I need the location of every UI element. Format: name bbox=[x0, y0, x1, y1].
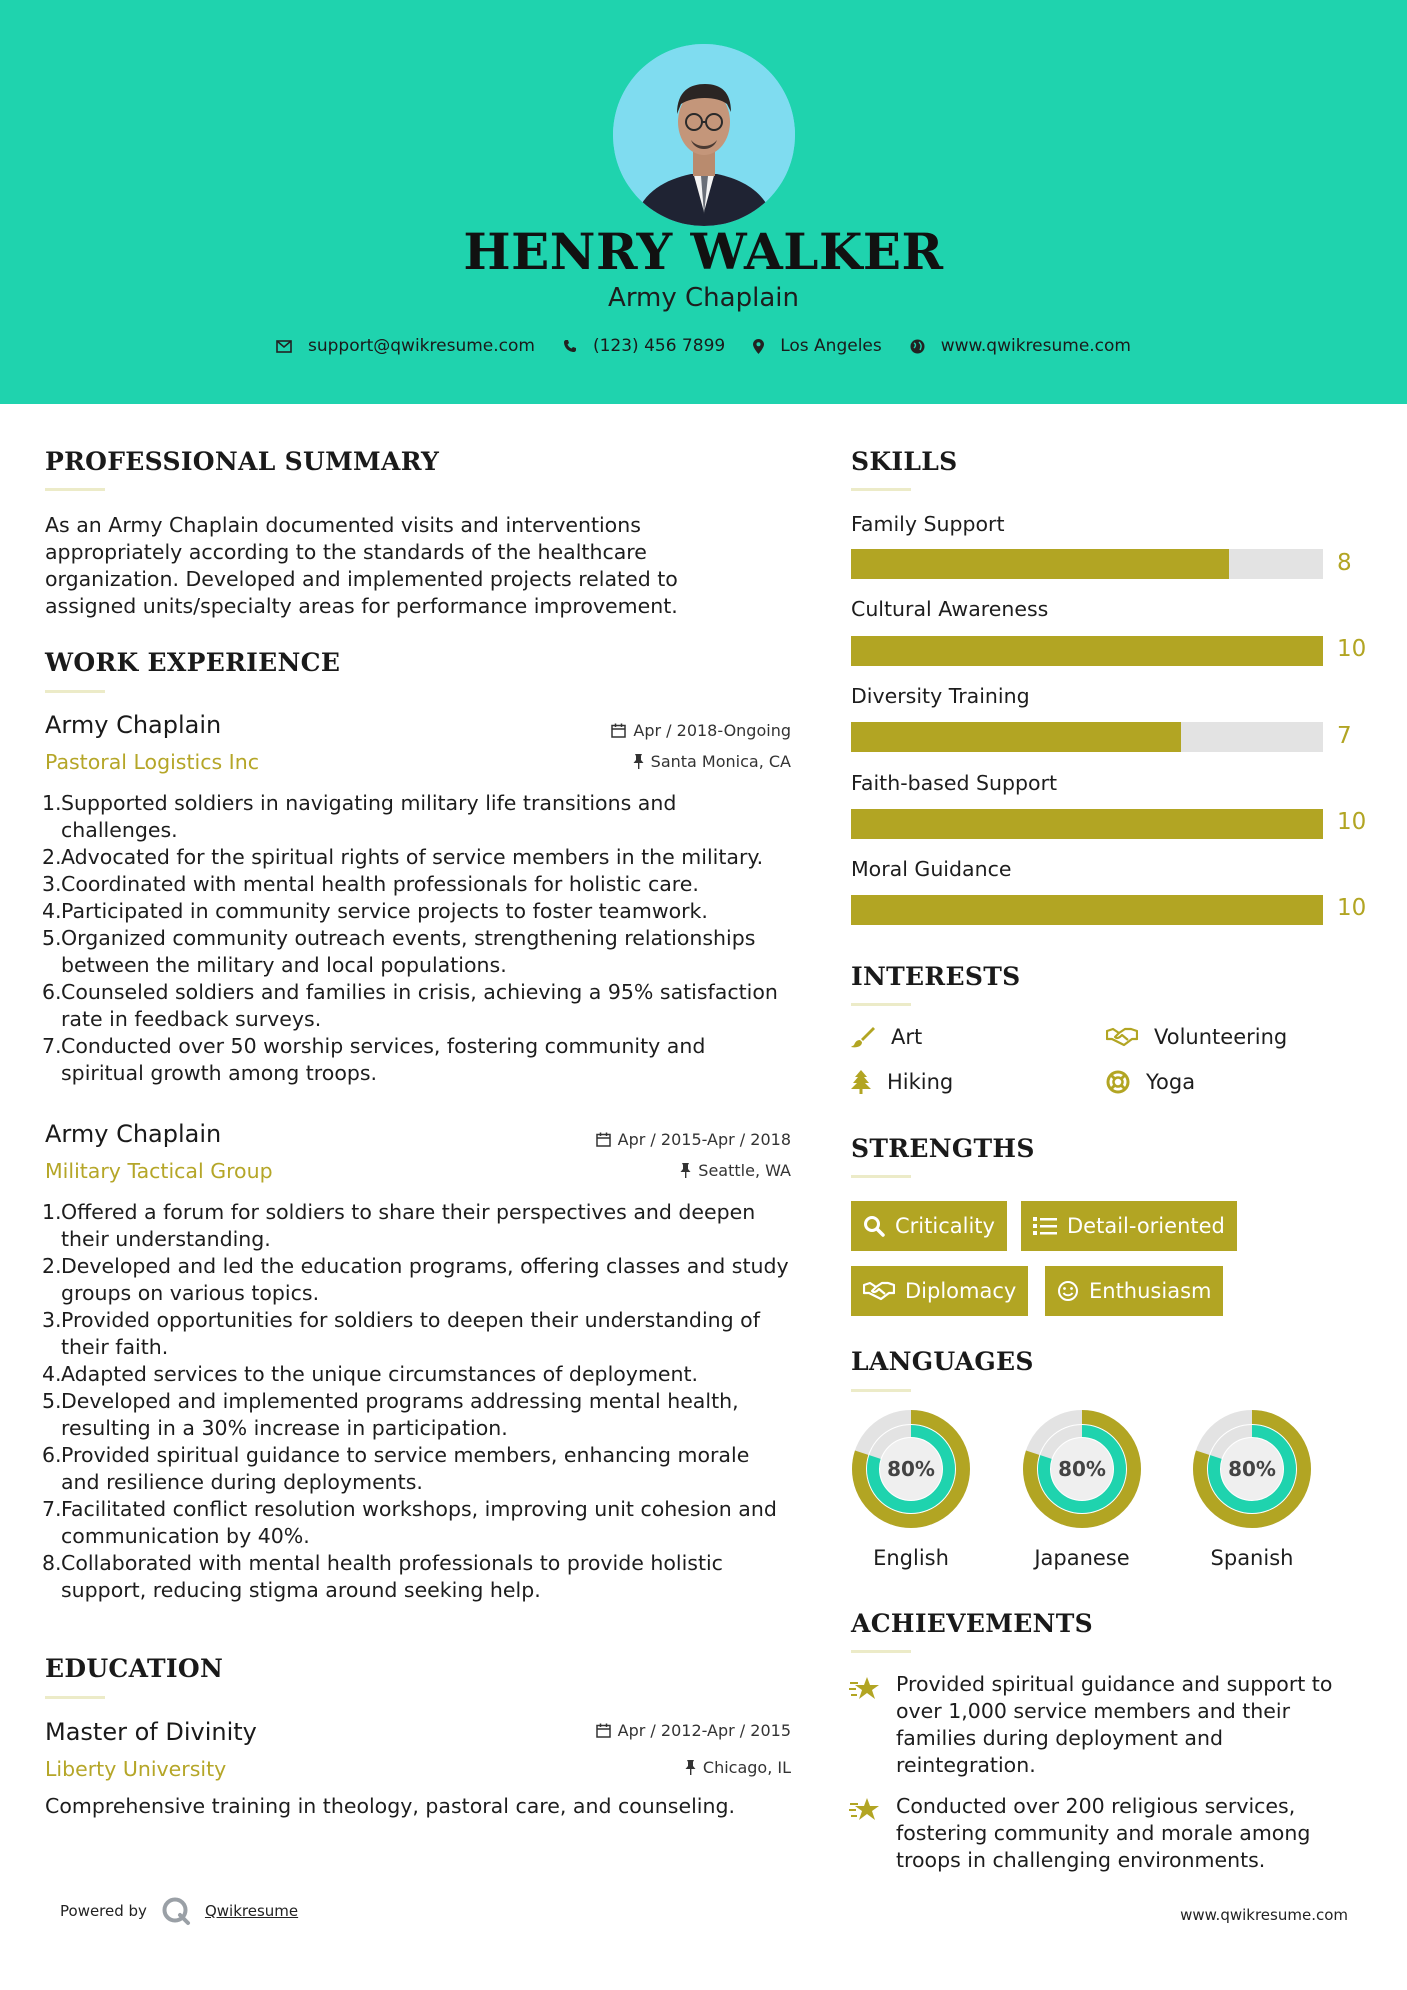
avatar bbox=[613, 44, 795, 226]
strength-tag bbox=[1021, 1201, 1237, 1251]
candidate-role: Army Chaplain bbox=[608, 283, 799, 313]
job-1-duties bbox=[42, 790, 792, 1087]
pushpin-icon bbox=[633, 754, 644, 769]
achievements-rule bbox=[851, 1650, 911, 1653]
language-name: Japanese bbox=[1034, 1546, 1130, 1570]
interest-label: Volunteering bbox=[1154, 1025, 1288, 1049]
language-ring bbox=[1021, 1408, 1143, 1530]
education-description: Comprehensive training in theology, pastoral care, and counseling. bbox=[45, 1794, 735, 1818]
contact-location bbox=[753, 336, 882, 356]
strengths-heading: STRENGTHS bbox=[851, 1134, 1035, 1163]
contact-bar bbox=[0, 336, 1407, 356]
skill-value: 10 bbox=[1337, 636, 1367, 662]
strength-label: Diplomacy bbox=[905, 1279, 1017, 1303]
calendar-icon bbox=[596, 1132, 611, 1147]
skill-value: 7 bbox=[1337, 723, 1352, 749]
profile-photo bbox=[613, 44, 795, 226]
language-percent: 80% bbox=[1228, 1457, 1276, 1481]
summary-heading: PROFESSIONAL SUMMARY bbox=[45, 447, 440, 476]
skills-heading: SKILLS bbox=[851, 447, 958, 476]
languages-rule bbox=[851, 1389, 911, 1392]
strength-tag bbox=[851, 1201, 1007, 1251]
globe-icon bbox=[910, 339, 925, 354]
education-date bbox=[596, 1721, 791, 1740]
interest-item bbox=[1106, 1025, 1287, 1049]
qwikresume-logo-icon bbox=[161, 1896, 191, 1926]
strengths-rule bbox=[851, 1175, 911, 1178]
contact-email-text: support@qwikresume.com bbox=[308, 336, 535, 356]
language-name: Spanish bbox=[1210, 1546, 1294, 1570]
list-item: 5. Developed and implemented programs addressing mental health, resulting in a 30% increase in participation. bbox=[42, 1389, 739, 1440]
list-item: 6. Provided spiritual guidance to service members, enhancing morale and resilience during deployments. bbox=[42, 1443, 750, 1494]
skill-label: Moral Guidance bbox=[851, 857, 1012, 881]
job-2-date bbox=[596, 1130, 791, 1149]
contact-website[interactable] bbox=[910, 336, 1131, 356]
smile-icon bbox=[1057, 1280, 1079, 1302]
handshake-icon bbox=[863, 1281, 895, 1301]
star-award-icon bbox=[849, 1797, 881, 1823]
contact-phone-text: (123) 456 7899 bbox=[592, 336, 726, 356]
interest-item bbox=[851, 1025, 922, 1049]
school-name: Liberty University bbox=[45, 1757, 227, 1781]
skill-label: Faith-based Support bbox=[851, 771, 1058, 795]
education-date-text: Apr / 2012-Apr / 2015 bbox=[617, 1721, 791, 1740]
job-1-company: Pastoral Logistics Inc bbox=[45, 750, 259, 774]
language-ring bbox=[1191, 1408, 1313, 1530]
list-item: 1. Supported soldiers in navigating military life transitions and challenges. bbox=[42, 791, 677, 842]
phone-icon bbox=[563, 339, 577, 353]
education-rule bbox=[45, 1696, 105, 1699]
job-2-date-text: Apr / 2015-Apr / 2018 bbox=[617, 1130, 791, 1149]
job-2-location bbox=[680, 1161, 791, 1180]
language-percent: 80% bbox=[887, 1457, 935, 1481]
contact-email[interactable] bbox=[276, 336, 535, 356]
interest-item bbox=[851, 1070, 953, 1094]
pushpin-icon bbox=[685, 1760, 696, 1775]
list-icon bbox=[1033, 1216, 1057, 1236]
skill-bar bbox=[851, 722, 1323, 752]
skill-bar bbox=[851, 895, 1323, 925]
summary-text: As an Army Chaplain documented visits and interventions appropriately according to the standards of the healthcare organization. Developed and implemented projects related to assigned units/specialty areas for performance improvement. bbox=[45, 513, 678, 618]
search-icon bbox=[863, 1215, 885, 1237]
calendar-icon bbox=[611, 723, 626, 738]
skills-rule bbox=[851, 488, 911, 491]
interests-rule bbox=[851, 1003, 911, 1006]
strength-label: Detail-oriented bbox=[1067, 1214, 1225, 1238]
pushpin-icon bbox=[680, 1163, 691, 1178]
job-1-title: Army Chaplain bbox=[45, 711, 222, 739]
skill-label: Cultural Awareness bbox=[851, 597, 1049, 621]
education-heading: EDUCATION bbox=[45, 1654, 224, 1683]
language-name: English bbox=[873, 1546, 949, 1570]
calendar-icon bbox=[596, 1723, 611, 1738]
job-1-date bbox=[611, 721, 791, 740]
interest-label: Art bbox=[891, 1025, 923, 1049]
degree-title: Master of Divinity bbox=[45, 1718, 257, 1746]
achievement-item: Conducted over 200 religious services, fostering community and morale among troops in challenging environments. bbox=[896, 1794, 1311, 1872]
list-item: 5. Organized community outreach events, strengthening relationships between the military and local populations. bbox=[42, 926, 756, 977]
contact-location-text: Los Angeles bbox=[780, 336, 882, 356]
tree-icon bbox=[851, 1070, 871, 1094]
experience-heading: WORK EXPERIENCE bbox=[45, 648, 341, 677]
language-item bbox=[1021, 1408, 1143, 1570]
paintbrush-icon bbox=[851, 1026, 875, 1048]
summary-rule bbox=[45, 488, 105, 491]
handshake-icon bbox=[1106, 1027, 1138, 1047]
list-item: 3. Provided opportunities for soldiers to deepen their understanding of their faith. bbox=[42, 1308, 760, 1359]
strength-tag bbox=[1045, 1266, 1223, 1316]
skill-bar-fill bbox=[851, 809, 1323, 839]
job-2-location-text: Seattle, WA bbox=[698, 1161, 791, 1180]
contact-website-text: www.qwikresume.com bbox=[940, 336, 1131, 356]
powered-by-text: Powered by bbox=[60, 1902, 147, 1920]
list-item: 2. Developed and led the education programs, offering classes and study groups on various topics. bbox=[42, 1254, 789, 1305]
language-percent: 80% bbox=[1058, 1457, 1106, 1481]
language-item bbox=[850, 1408, 972, 1570]
header-banner bbox=[0, 0, 1407, 404]
interest-label: Hiking bbox=[887, 1070, 954, 1094]
footer-brand-link[interactable]: Qwikresume bbox=[204, 1902, 299, 1920]
strength-label: Criticality bbox=[895, 1214, 995, 1238]
skill-bar-fill bbox=[851, 636, 1323, 666]
envelope-icon bbox=[276, 340, 292, 353]
strength-tag bbox=[851, 1266, 1028, 1316]
interest-label: Yoga bbox=[1146, 1070, 1196, 1094]
map-pin-icon bbox=[753, 339, 764, 354]
skill-label: Diversity Training bbox=[851, 684, 1030, 708]
list-item: 6. Counseled soldiers and families in crisis, achieving a 95% satisfaction rate in feedback surveys. bbox=[42, 980, 778, 1031]
contact-phone[interactable] bbox=[563, 336, 725, 356]
language-ring bbox=[850, 1408, 972, 1530]
skill-value: 10 bbox=[1337, 895, 1367, 921]
language-item bbox=[1191, 1408, 1313, 1570]
list-item: 4. Adapted services to the unique circumstances of deployment. bbox=[42, 1362, 699, 1386]
languages-heading: LANGUAGES bbox=[851, 1347, 1034, 1376]
experience-rule bbox=[45, 690, 105, 693]
footer-powered-by bbox=[60, 1896, 298, 1926]
skill-bar bbox=[851, 636, 1323, 666]
education-location-text: Chicago, IL bbox=[702, 1758, 791, 1777]
list-item: 7. Facilitated conflict resolution workshops, improving unit cohesion and communication by 40%. bbox=[42, 1497, 777, 1548]
achievements-heading: ACHIEVEMENTS bbox=[851, 1609, 1093, 1638]
job-1-date-text: Apr / 2018-Ongoing bbox=[633, 721, 791, 740]
job-2-duties bbox=[42, 1199, 792, 1604]
skill-bar-fill bbox=[851, 895, 1323, 925]
list-item: 1. Offered a forum for soldiers to share their perspectives and deepen their understanding. bbox=[42, 1200, 756, 1251]
skill-value: 10 bbox=[1337, 809, 1367, 835]
star-award-icon bbox=[849, 1676, 881, 1702]
skill-bar bbox=[851, 549, 1323, 579]
skill-label: Family Support bbox=[851, 512, 1005, 536]
interests-heading: INTERESTS bbox=[851, 962, 1021, 991]
candidate-name: HENRY WALKER bbox=[463, 222, 944, 281]
job-1-location-text: Santa Monica, CA bbox=[650, 752, 791, 771]
education-location bbox=[685, 1758, 791, 1777]
lifebuoy-icon bbox=[1106, 1070, 1130, 1094]
list-item: 4. Participated in community service projects to foster teamwork. bbox=[42, 899, 708, 923]
job-1-location bbox=[633, 752, 791, 771]
job-2-title: Army Chaplain bbox=[45, 1120, 222, 1148]
job-2-company: Military Tactical Group bbox=[45, 1159, 273, 1183]
interest-item bbox=[1106, 1070, 1195, 1094]
list-item: 2. Advocated for the spiritual rights of service members in the military. bbox=[42, 845, 764, 869]
skill-bar-fill bbox=[851, 722, 1181, 752]
skill-bar bbox=[851, 809, 1323, 839]
list-item: 3. Coordinated with mental health professionals for holistic care. bbox=[42, 872, 699, 896]
skill-bar-fill bbox=[851, 549, 1229, 579]
achievement-item: Provided spiritual guidance and support to over 1,000 service members and their families during deployment and reintegration. bbox=[896, 1672, 1333, 1777]
list-item: 7. Conducted over 50 worship services, fostering community and spiritual growth among troops. bbox=[42, 1034, 706, 1085]
skill-value: 8 bbox=[1337, 550, 1352, 576]
footer-website[interactable]: www.qwikresume.com bbox=[1180, 1906, 1348, 1924]
list-item: 8. Collaborated with mental health professionals to provide holistic support, reducing stigma around seeking help. bbox=[42, 1551, 723, 1602]
strength-label: Enthusiasm bbox=[1089, 1279, 1212, 1303]
